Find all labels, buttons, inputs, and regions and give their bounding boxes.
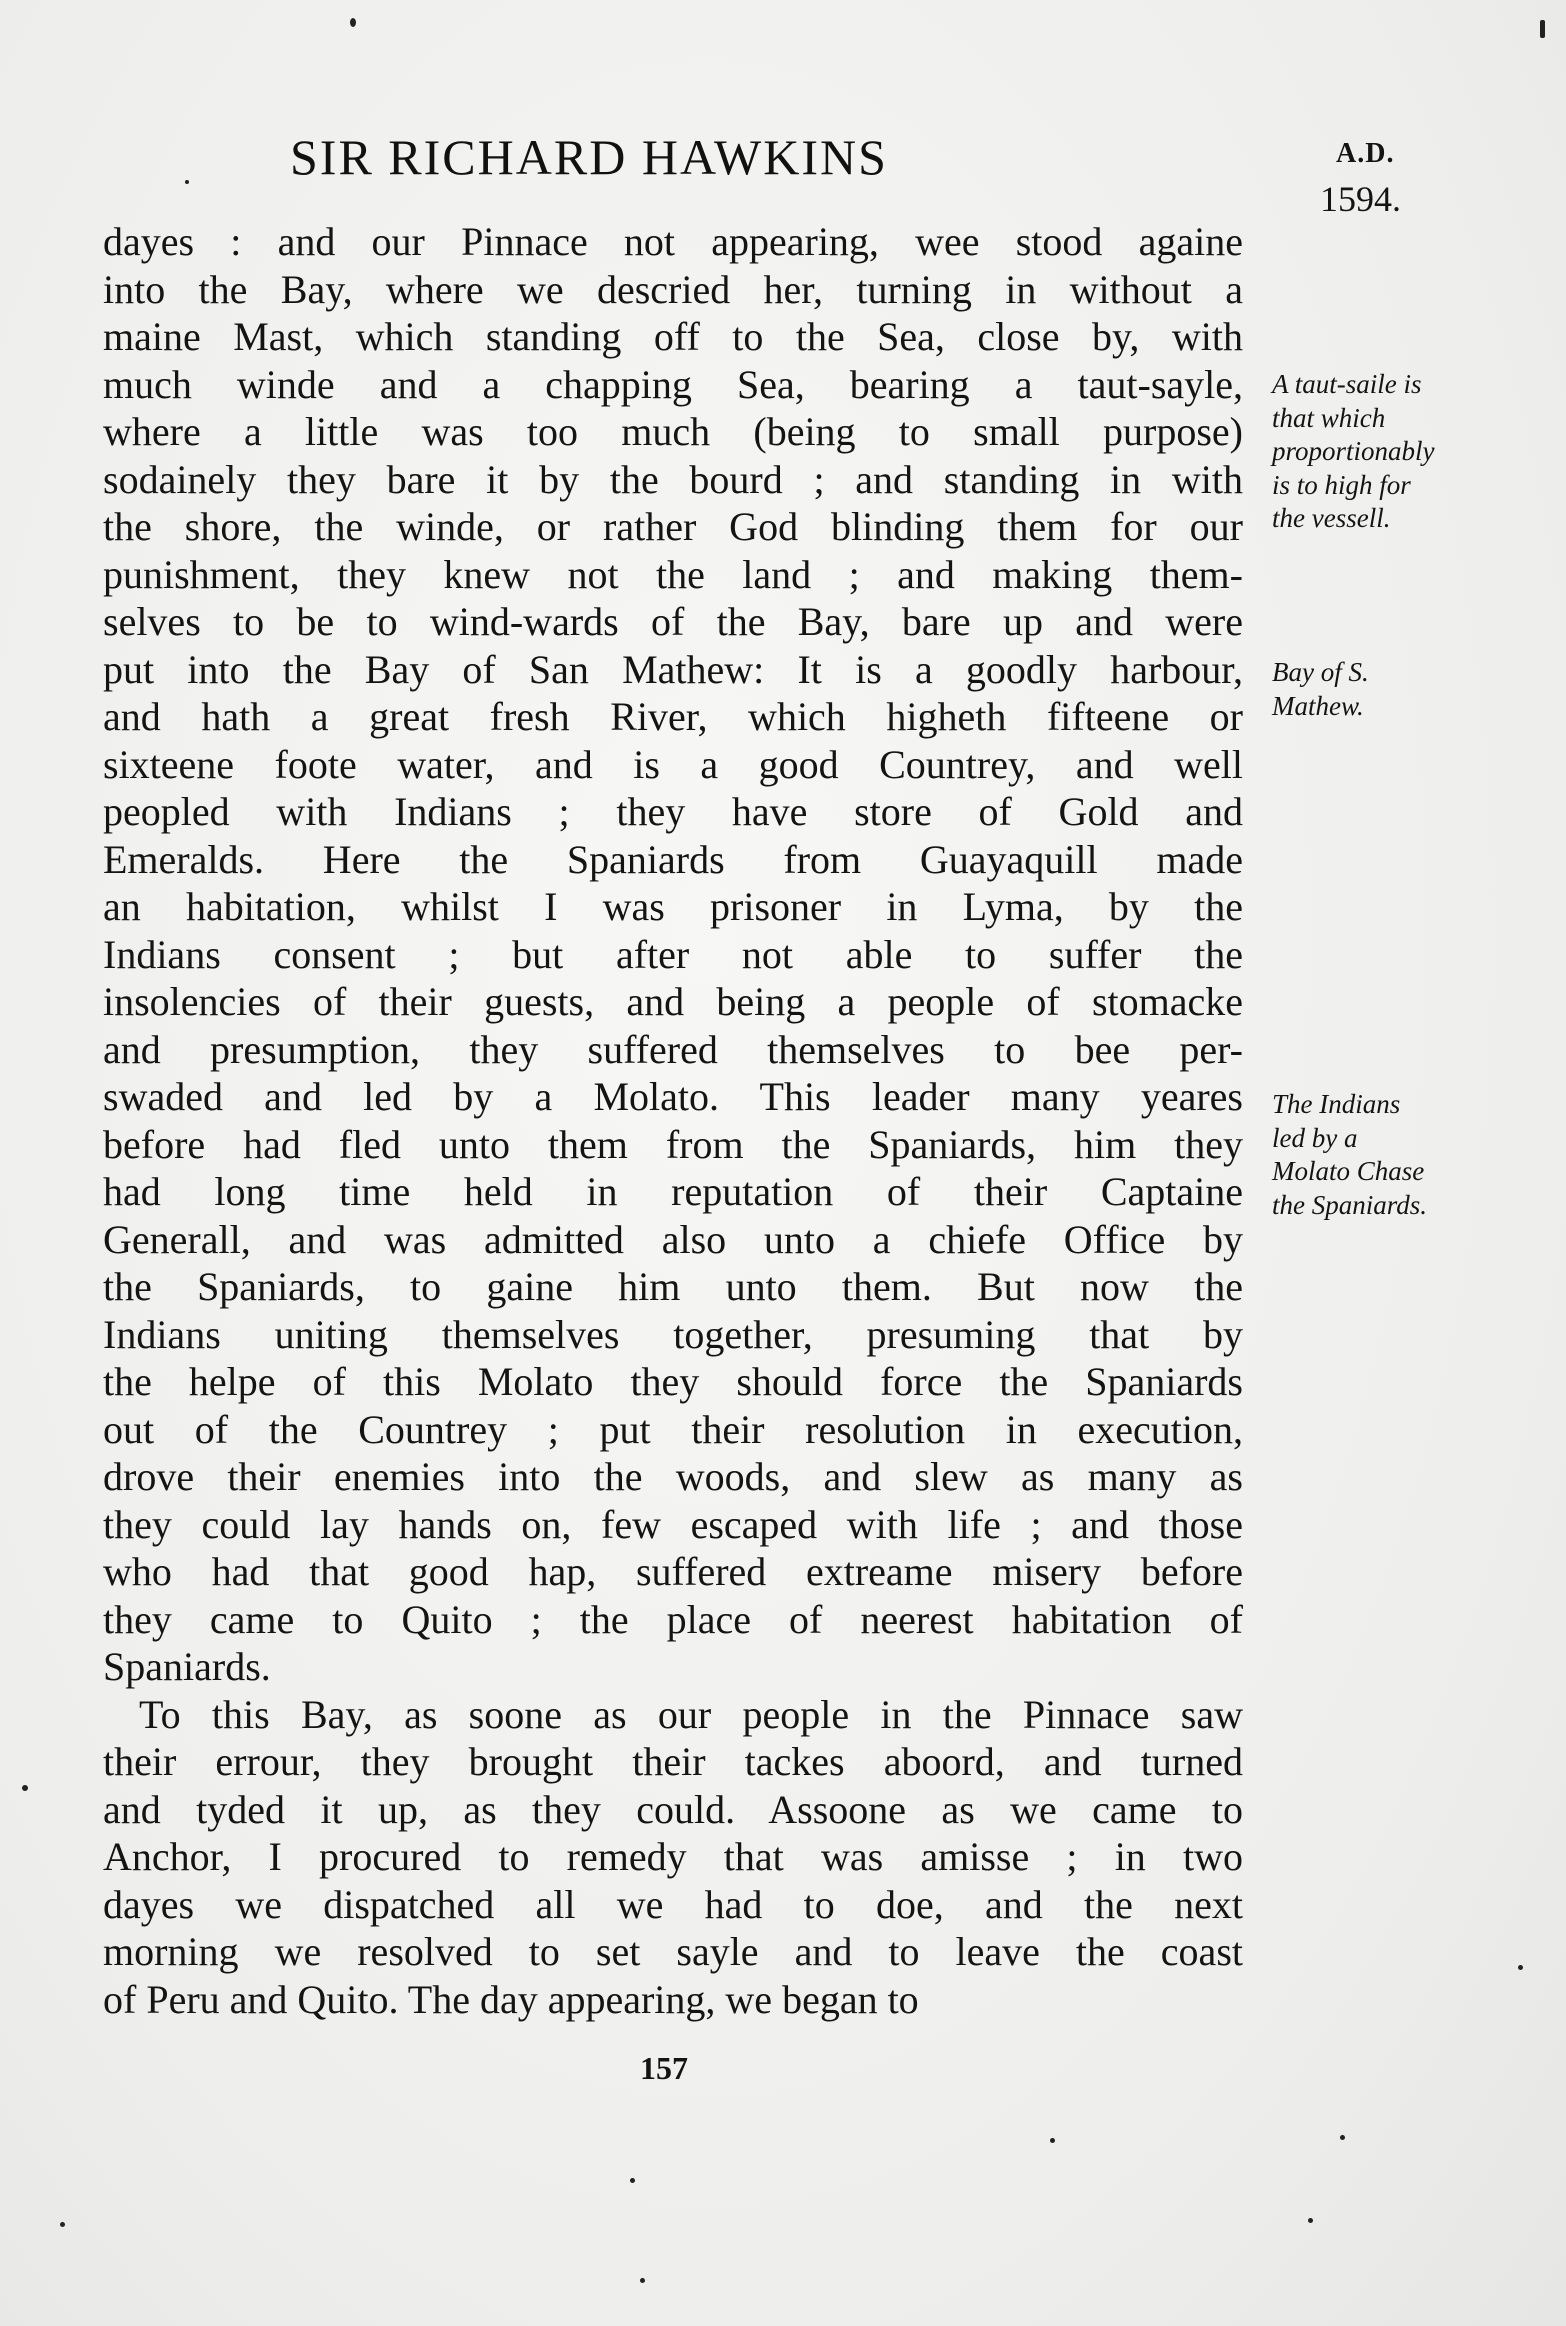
sidenote-line: proportionably: [1272, 436, 1435, 466]
sidenote-line: led by a: [1272, 1122, 1358, 1153]
body-line: swaded and led by a Molato. This leader many yeares: [103, 1074, 1243, 1119]
body-text: [103, 218, 1243, 2023]
body-line: where a little was too much (being to small purpose): [103, 409, 1243, 454]
body-line: and presumption, they suffered themselves to bee per-: [103, 1026, 1243, 1072]
body-line: To this Bay, as soone as our people in the Pinnace saw: [139, 1691, 1243, 1737]
body-line: Indians uniting themselves together, presuming that by: [103, 1311, 1243, 1357]
body-line: and hath a great fresh River, which higheth fifteene or: [103, 694, 1243, 739]
scan-speck: [60, 2222, 65, 2227]
sidenote-line: A taut-saile is: [1272, 369, 1422, 399]
scan-speck: [1050, 2138, 1055, 2143]
body-line: put into the Bay of San Mathew: It is a goodly harbour,: [103, 646, 1243, 692]
body-line: Indians consent ; but after not able to suffer the: [103, 931, 1243, 977]
body-line: they could lay hands on, few escaped with life ; and those: [103, 1501, 1243, 1547]
sidenote-line: Mathew.: [1272, 690, 1364, 721]
sidenote-indians-molato: [1272, 1088, 1427, 1222]
scan-speck: [1518, 1965, 1523, 1970]
sidenote-bay-of-s-mathew: [1272, 656, 1369, 723]
sidenote-line: is to high for: [1272, 469, 1411, 500]
body-line: insolencies of their guests, and being a people of stomacke: [103, 979, 1243, 1024]
body-line: drove their enemies into the woods, and slew as many as: [103, 1454, 1243, 1499]
body-line: Anchor, I procured to remedy that was amisse ; in two: [103, 1834, 1243, 1879]
body-line: dayes we dispatched all we had to doe, and the next: [103, 1881, 1243, 1927]
sidenote-line: the Spaniards.: [1272, 1189, 1427, 1220]
body-line: Generall, and was admitted also unto a chiefe Office by: [103, 1216, 1243, 1262]
body-line: and tyded it up, as they could. Assoone as we came to: [103, 1786, 1243, 1832]
scan-speck: [1308, 2218, 1313, 2223]
body-line: peopled with Indians ; they have store of Gold and: [103, 789, 1243, 834]
body-line: of Peru and Quito. The day appearing, we began to: [103, 1976, 919, 2022]
sidenote-line: Molato Chase: [1272, 1156, 1425, 1186]
body-line: punishment, they knew not the land ; and making them-: [103, 551, 1243, 597]
body-line: had long time held in reputation of their Captaine: [103, 1169, 1243, 1214]
page-number: 157: [640, 2050, 688, 2086]
body-line: sixteene foote water, and is a good Countrey, and well: [103, 741, 1243, 787]
body-line: the Spaniards, to gaine him unto them. But now the: [103, 1264, 1243, 1309]
body-line: out of the Countrey ; put their resolution in execution,: [103, 1406, 1243, 1452]
body-line: the helpe of this Molato they should force the Spaniards: [103, 1359, 1243, 1404]
scan-speck: [350, 18, 356, 27]
body-line: into the Bay, where we descried her, turning in without a: [103, 266, 1243, 312]
body-line: before had fled unto them from the Spaniards, him they: [103, 1121, 1243, 1167]
body-line: they came to Quito ; the place of neerest habitation of: [103, 1596, 1243, 1642]
body-line: much winde and a chapping Sea, bearing a taut-sayle,: [103, 361, 1243, 407]
scan-speck: [630, 2178, 635, 2183]
body-line: Emeralds. Here the Spaniards from Guayaquill made: [103, 836, 1243, 882]
body-line: an habitation, whilst I was prisoner in Lyma, by the: [103, 884, 1243, 929]
body-line: maine Mast, which standing off to the Sea, close by, with: [103, 314, 1243, 359]
sidenote-line: The Indians: [1272, 1089, 1401, 1119]
anno-domini-year: 1594.: [1320, 179, 1401, 219]
sidenote-line: Bay of S.: [1272, 657, 1369, 687]
scan-speck: [640, 2278, 645, 2283]
anno-domini-label: A.D.: [1336, 138, 1395, 169]
body-line: dayes : and our Pinnace not appearing, wee stood againe: [103, 219, 1243, 264]
scan-speck: [1540, 20, 1545, 38]
body-line: sodainely they bare it by the bourd ; and standing in with: [103, 456, 1243, 502]
body-line: their errour, they brought their tackes aboord, and turned: [103, 1739, 1243, 1784]
scan-speck: [22, 1785, 28, 1791]
body-line: Spaniards.: [103, 1644, 271, 1689]
body-line: morning we resolved to set sayle and to leave the coast: [103, 1929, 1243, 1974]
body-line: selves to be to wind-wards of the Bay, bare up and were: [103, 599, 1243, 644]
running-title: SIR RICHARD HAWKINS: [290, 129, 888, 185]
scan-speck: [1340, 2135, 1345, 2140]
sidenote-taut-saile: [1272, 368, 1435, 536]
body-line: the shore, the winde, or rather God blinding them for our: [103, 504, 1243, 549]
scan-speck: [185, 180, 189, 184]
body-line: who had that good hap, suffered extreame misery before: [103, 1549, 1243, 1594]
sidenote-line: the vessell.: [1272, 503, 1391, 533]
sidenote-line: that which: [1272, 402, 1386, 433]
